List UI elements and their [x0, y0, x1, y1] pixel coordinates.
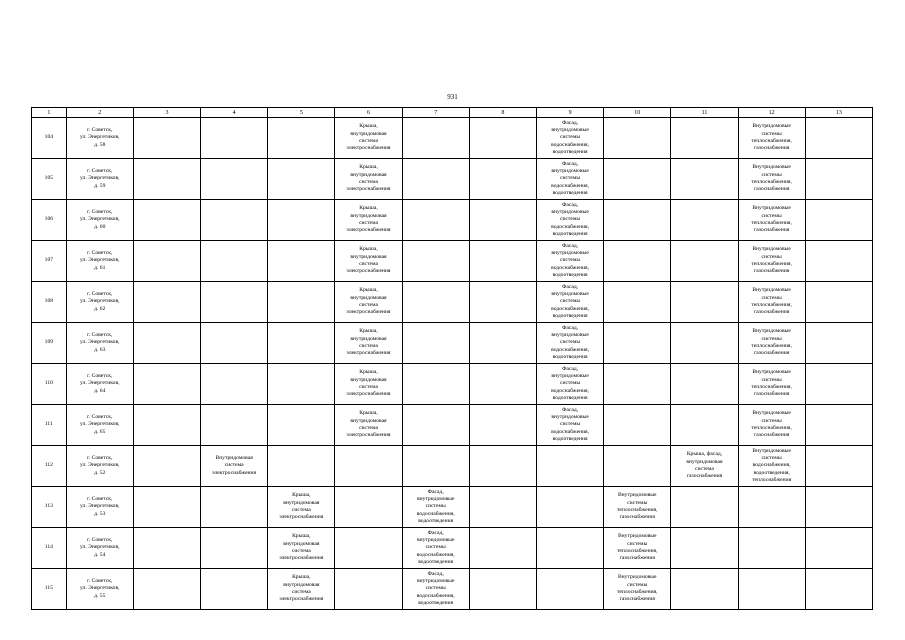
table-row [32, 159, 873, 200]
column-header-13: 13 [805, 108, 872, 118]
table-cell [268, 405, 335, 446]
table-row [32, 118, 873, 159]
table-cell [469, 569, 536, 610]
column-header-9: 9 [536, 108, 603, 118]
table-cell [738, 569, 805, 610]
table-cell [201, 200, 268, 241]
table-cell [671, 118, 738, 159]
table-cell [604, 118, 671, 159]
table-cell [671, 405, 738, 446]
table-cell [671, 200, 738, 241]
cell-text: г. Советск, ул. Энергетиков, д. 61 [80, 250, 120, 271]
table-cell [671, 241, 738, 282]
table-cell [671, 159, 738, 200]
cell-text: Фасад, внутридомовые системы водоснабжения, водоотведения [551, 119, 590, 155]
table-cell [805, 159, 872, 200]
table-cell [201, 405, 268, 446]
cell-text: Фасад, внутридомовые системы водоснабжения, водоотведения [551, 242, 590, 278]
table-cell [66, 159, 133, 200]
table-cell [805, 200, 872, 241]
cell-text: г. Советск, ул. Энергетиков, д. 63 [80, 332, 120, 353]
table-cell [402, 569, 469, 610]
column-header-10: 10 [604, 108, 671, 118]
column-header-4: 4 [201, 108, 268, 118]
cell-text: г. Советск, ул. Энергетиков, д. 58 [80, 127, 120, 148]
table-cell [335, 118, 402, 159]
table-cell [469, 405, 536, 446]
cell-text: Фасад, внутридомовые системы водоснабжения, водоотведения [416, 570, 455, 606]
table-cell [805, 446, 872, 487]
cell-text: Фасад, внутридомовые системы водоснабжения, водоотведения [551, 283, 590, 319]
table-cell [604, 241, 671, 282]
table-cell [402, 282, 469, 323]
column-header-1: 1 [32, 108, 67, 118]
table-cell [536, 446, 603, 487]
table-cell [469, 528, 536, 569]
table-cell [604, 569, 671, 610]
table-cell [133, 118, 200, 159]
cell-text: Внутридомовые системы теплоснабжения, газоснабжения [751, 369, 792, 398]
table-cell [335, 569, 402, 610]
table-cell [604, 159, 671, 200]
table-cell [268, 323, 335, 364]
cell-text: г. Советск, ул. Энергетиков, д. 59 [80, 168, 120, 189]
table-cell [268, 118, 335, 159]
table-row [32, 364, 873, 405]
table-row [32, 200, 873, 241]
table-cell [133, 241, 200, 282]
table-cell [536, 405, 603, 446]
row-number-cell [32, 200, 67, 241]
table-cell [604, 446, 671, 487]
table-cell [335, 528, 402, 569]
table-body [32, 108, 873, 610]
table-cell [805, 323, 872, 364]
cell-text: Крыша, внутридомовая система электроснабжения [279, 492, 324, 521]
table-row [32, 323, 873, 364]
table-cell [536, 200, 603, 241]
table-cell [133, 159, 200, 200]
table-cell [133, 528, 200, 569]
row-number-cell [32, 159, 67, 200]
table-cell [402, 446, 469, 487]
table-cell [536, 364, 603, 405]
table-cell [738, 364, 805, 405]
table-cell [738, 282, 805, 323]
schedule-table [31, 107, 873, 610]
table-cell [268, 446, 335, 487]
table-row [32, 487, 873, 528]
cell-text: Крыша, внутридомовая система электроснабжения [346, 369, 391, 398]
table-cell [738, 200, 805, 241]
table-cell [536, 241, 603, 282]
cell-text: Крыша, внутридомовая система электроснабжения [346, 164, 391, 193]
table-row [32, 569, 873, 610]
cell-text: Внутридомовые системы теплоснабжения, газоснабжения [751, 287, 792, 316]
table-cell [671, 487, 738, 528]
table-cell [671, 323, 738, 364]
table-cell [604, 364, 671, 405]
table-cell [805, 405, 872, 446]
table-cell [604, 528, 671, 569]
table-cell [469, 282, 536, 323]
table-row [32, 282, 873, 323]
cell-text: Фасад, внутридомовые системы водоснабжения, водоотведения [416, 529, 455, 565]
cell-text: г. Советск, ул. Энергетиков, д. 65 [80, 414, 120, 435]
table-cell [335, 364, 402, 405]
table-cell [402, 405, 469, 446]
table-cell [671, 446, 738, 487]
table-cell [201, 487, 268, 528]
row-number-cell [32, 569, 67, 610]
row-number-cell [32, 282, 67, 323]
table-cell [66, 118, 133, 159]
table-cell [536, 159, 603, 200]
table-cell [805, 569, 872, 610]
table-cell [66, 323, 133, 364]
table-row [32, 405, 873, 446]
table-cell [335, 159, 402, 200]
cell-text: Внутридомовые системы водоснабжения, водоотведения, теплоснабжения [752, 447, 792, 483]
cell-text: Внутридомовые системы теплоснабжения, газоснабжения [751, 246, 792, 275]
table-cell [738, 118, 805, 159]
row-number-cell [32, 241, 67, 282]
table-cell [268, 159, 335, 200]
table-cell [402, 200, 469, 241]
table-cell [402, 528, 469, 569]
table-cell [66, 200, 133, 241]
column-header-12: 12 [738, 108, 805, 118]
table-cell [469, 159, 536, 200]
table-row [32, 446, 873, 487]
table-cell [469, 118, 536, 159]
cell-text: г. Советск, ул. Энергетиков, д. 55 [80, 578, 120, 599]
table-cell [469, 241, 536, 282]
cell-text: Фасад, внутридомовые системы водоснабжения, водоотведения [551, 160, 590, 196]
cell-text: Внутридомовые системы теплоснабжения, газоснабжения [751, 328, 792, 357]
row-number: 111 [44, 421, 53, 428]
cell-text: Внутридомовые системы теплоснабжения, газоснабжения [616, 492, 658, 521]
table-cell [66, 405, 133, 446]
table-cell [268, 528, 335, 569]
table-cell [805, 364, 872, 405]
table-cell [671, 364, 738, 405]
column-header-5: 5 [268, 108, 335, 118]
table-cell [469, 200, 536, 241]
column-header-8: 8 [469, 108, 536, 118]
row-number: 112 [44, 462, 53, 469]
table-cell [469, 487, 536, 528]
table-cell [133, 364, 200, 405]
cell-text: Внутридомовые системы теплоснабжения, газоснабжения [616, 533, 658, 562]
row-number-cell [32, 487, 67, 528]
table-cell [66, 282, 133, 323]
table-cell [335, 200, 402, 241]
cell-text: Внутридомовые системы теплоснабжения, газоснабжения [751, 205, 792, 234]
cell-text: Крыша, внутридомовая система электроснабжения [279, 533, 324, 562]
table-cell [738, 159, 805, 200]
table-cell [402, 364, 469, 405]
row-number: 105 [44, 175, 54, 182]
row-number-cell [32, 528, 67, 569]
table-header-row [32, 108, 873, 118]
table-cell [738, 446, 805, 487]
column-header-11: 11 [671, 108, 738, 118]
table-cell [268, 282, 335, 323]
table-cell [805, 118, 872, 159]
cell-text: Крыша, внутридомовая система электроснабжения [346, 328, 391, 357]
cell-text: Фасад, внутридомовые системы водоснабжения, водоотведения [416, 488, 455, 524]
table-cell [201, 241, 268, 282]
table-row [32, 241, 873, 282]
cell-text: г. Советск, ул. Энергетиков, д. 54 [80, 537, 120, 558]
table-cell [805, 282, 872, 323]
table-cell [738, 241, 805, 282]
column-header-3: 3 [133, 108, 200, 118]
table-cell [335, 282, 402, 323]
cell-text: г. Советск, ул. Энергетиков, д. 64 [80, 373, 120, 394]
cell-text: г. Советск, ул. Энергетиков, д. 60 [80, 209, 120, 230]
table-cell [201, 446, 268, 487]
cell-text: Фасад, внутридомовые системы водоснабжения, водоотведения [551, 324, 590, 360]
row-number: 107 [44, 257, 54, 264]
table-cell [469, 323, 536, 364]
row-number-cell [32, 364, 67, 405]
table-cell [536, 118, 603, 159]
table-cell [335, 446, 402, 487]
table-cell [201, 282, 268, 323]
table-cell [805, 487, 872, 528]
cell-text: Внутридомовые системы теплоснабжения, газоснабжения [751, 410, 792, 439]
table-cell [604, 282, 671, 323]
table-cell [335, 323, 402, 364]
row-number: 106 [44, 216, 54, 223]
table-cell [604, 323, 671, 364]
table-cell [671, 569, 738, 610]
table-cell [805, 528, 872, 569]
table-cell [133, 487, 200, 528]
row-number: 110 [44, 380, 53, 387]
cell-text: г. Советск, ул. Энергетиков, д. 62 [80, 291, 120, 312]
table-cell [268, 200, 335, 241]
table-cell [268, 487, 335, 528]
table-cell [201, 364, 268, 405]
table-cell [536, 323, 603, 364]
column-header-7: 7 [402, 108, 469, 118]
cell-text: Внутридомовые системы теплоснабжения, газоснабжения [616, 574, 658, 603]
cell-text: Внутридомовые системы теплоснабжения, газоснабжения [751, 123, 792, 152]
table-cell [66, 446, 133, 487]
table-cell [201, 528, 268, 569]
row-number: 109 [44, 339, 54, 346]
table-cell [268, 364, 335, 405]
table-cell [201, 118, 268, 159]
table-cell [738, 323, 805, 364]
row-number: 108 [44, 298, 54, 305]
table-cell [133, 405, 200, 446]
table-cell [133, 282, 200, 323]
table-cell [402, 159, 469, 200]
table-cell [335, 487, 402, 528]
table-cell [604, 405, 671, 446]
table-cell [66, 487, 133, 528]
cell-text: г. Советск, ул. Энергетиков, д. 52 [80, 455, 120, 476]
table-cell [133, 446, 200, 487]
table-cell [604, 487, 671, 528]
cell-text: Фасад, внутридомовые системы водоснабжения, водоотведения [551, 365, 590, 401]
table-cell [536, 487, 603, 528]
table-cell [536, 282, 603, 323]
cell-text: Крыша, фасад, внутридомовая система газоснабжения [686, 451, 723, 480]
table-cell [133, 200, 200, 241]
table-cell [201, 159, 268, 200]
table-cell [536, 528, 603, 569]
cell-text: Крыша, внутридомовая система электроснабжения [346, 246, 391, 275]
table-cell [66, 528, 133, 569]
table-cell [738, 487, 805, 528]
table-cell [66, 241, 133, 282]
table-cell [402, 118, 469, 159]
cell-text: Крыша, внутридомовая система электроснабжения [346, 123, 391, 152]
row-number-cell [32, 405, 67, 446]
cell-text: Крыша, внутридомовая система электроснабжения [279, 574, 324, 603]
table-cell [268, 241, 335, 282]
cell-text: Крыша, внутридомовая система электроснабжения [346, 205, 391, 234]
row-number: 114 [44, 544, 53, 551]
page-number: 931 [447, 93, 458, 101]
row-number-cell [32, 118, 67, 159]
cell-text: Внутридомовые системы теплоснабжения, газоснабжения [751, 164, 792, 193]
table-cell [738, 405, 805, 446]
cell-text: Фасад, внутридомовые системы водоснабжения, водоотведения [551, 406, 590, 442]
cell-text: Крыша, внутридомовая система электроснабжения [346, 287, 391, 316]
table-cell [469, 446, 536, 487]
row-number: 115 [44, 585, 53, 592]
table-row [32, 528, 873, 569]
row-number-cell [32, 323, 67, 364]
table-cell [201, 323, 268, 364]
table-cell [66, 364, 133, 405]
table-cell [201, 569, 268, 610]
table-cell [738, 528, 805, 569]
column-header-2: 2 [66, 108, 133, 118]
table-cell [133, 569, 200, 610]
cell-text: Фасад, внутридомовые системы водоснабжения, водоотведения [551, 201, 590, 237]
cell-text: Внутридомовая система электроснабжения [212, 455, 257, 476]
column-header-6: 6 [335, 108, 402, 118]
table-cell [536, 569, 603, 610]
row-number-cell [32, 446, 67, 487]
table-cell [402, 487, 469, 528]
cell-text: Крыша, внутридомовая система электроснабжения [346, 410, 391, 439]
table-cell [335, 241, 402, 282]
table-cell [469, 364, 536, 405]
cell-text: г. Советск, ул. Энергетиков, д. 53 [80, 496, 120, 517]
table-cell [671, 528, 738, 569]
table-cell [133, 323, 200, 364]
table-cell [335, 405, 402, 446]
row-number: 113 [44, 503, 53, 510]
table-cell [268, 569, 335, 610]
table-cell [604, 200, 671, 241]
table-cell [402, 241, 469, 282]
table-cell [805, 241, 872, 282]
table-cell [402, 323, 469, 364]
table-cell [66, 569, 133, 610]
row-number: 104 [44, 134, 54, 141]
table-cell [671, 282, 738, 323]
